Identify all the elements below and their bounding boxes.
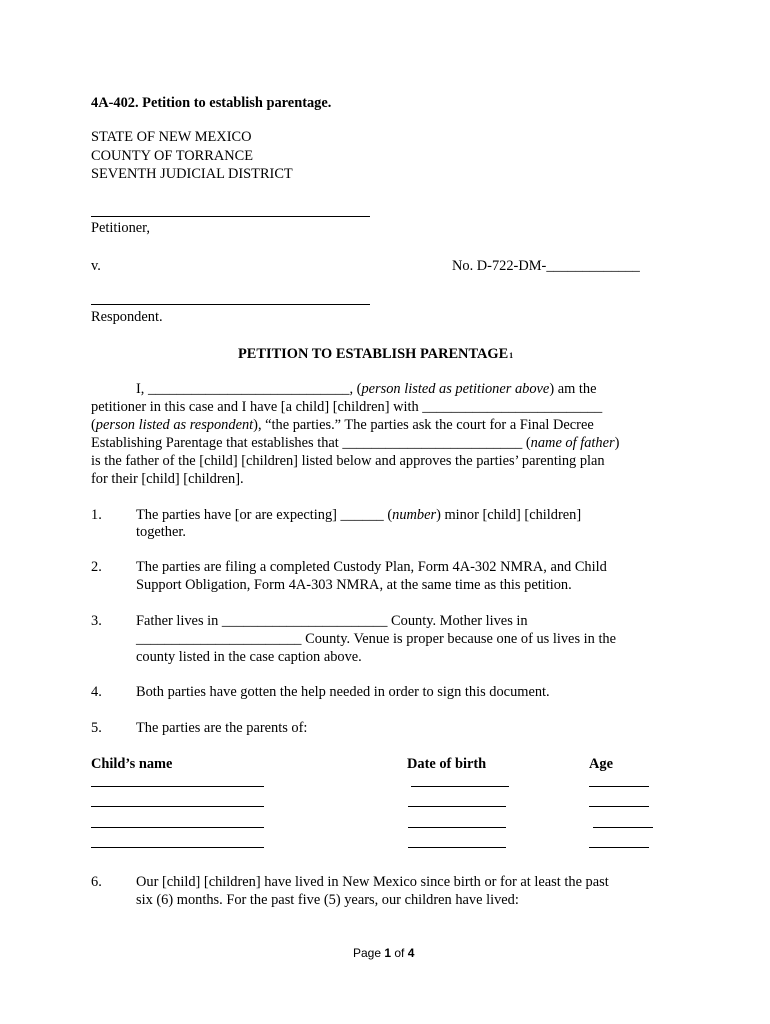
item-text: The parties have [or are expecting] ______ ( [136, 507, 393, 523]
item-5-line-1: The parties are the parents of: [136, 720, 308, 736]
item-2-line-2: Support Obligation, Form 4A-303 NMRA, at the same time as this petition. [136, 577, 572, 593]
child-name-blank [91, 786, 264, 787]
child-name-blank [91, 827, 264, 828]
item-italic: number [392, 507, 437, 523]
form-title: 4A-402. Petition to establish parentage. [91, 95, 332, 111]
item-2-number: 2. [91, 559, 102, 575]
child-dob-blank [408, 847, 506, 848]
item-text: ) minor [child] [children] [436, 507, 582, 523]
page-total: 4 [407, 946, 415, 960]
page-prefix: Page [353, 946, 385, 960]
item-4-line-1: Both parties have gotten the help needed in order to sign this document. [136, 684, 550, 700]
intro-line-6: for their [child] [children]. [91, 471, 244, 487]
intro-text: ) [614, 435, 620, 451]
item-3-number: 3. [91, 613, 102, 629]
intro-italic: name of father [530, 435, 615, 451]
col-header-child-name: Child’s name [91, 756, 173, 772]
item-3-line-1: Father lives in _______________________ County. Mother lives in [136, 613, 528, 629]
col-header-age: Age [589, 756, 613, 772]
versus-label: v. [91, 258, 101, 274]
child-name-blank [91, 847, 264, 848]
intro-text: ), “the parties.” The parties ask the court for a Final Decree [253, 417, 594, 433]
respondent-name-line [91, 304, 370, 305]
caption-state: STATE OF NEW MEXICO [91, 129, 252, 145]
intro-text: I, ____________________________, ( [136, 381, 362, 397]
item-1-number: 1. [91, 507, 102, 523]
intro-line-4 [91, 434, 619, 452]
item-4-number: 4. [91, 684, 102, 700]
respondent-label: Respondent. [91, 309, 163, 325]
caption-county: COUNTY OF TORRANCE [91, 148, 254, 164]
child-age-blank [589, 847, 649, 848]
intro-line-2: petitioner in this case and I have [a child] [children] with _________________________ [91, 399, 603, 415]
item-3-line-2: _______________________ County. Venue is proper because one of us lives in the [136, 631, 617, 647]
item-2-line-1: The parties are filing a completed Custody Plan, Form 4A-302 NMRA, and Child [136, 559, 607, 575]
child-dob-blank [408, 806, 506, 807]
child-name-blank [91, 806, 264, 807]
item-3-line-3: county listed in the case caption above. [136, 649, 362, 665]
child-age-blank [589, 806, 649, 807]
intro-line-3 [91, 416, 594, 434]
item-5-number: 5. [91, 720, 102, 736]
page-footer [353, 944, 414, 962]
intro-text: Establishing Parentage that establishes that _________________________ ( [91, 435, 531, 451]
intro-text: ) am the [549, 381, 597, 397]
intro-line-5: is the father of the [child] [children] listed below and approves the parties’ parenting plan [91, 453, 605, 469]
caption-district: SEVENTH JUDICIAL DISTRICT [91, 166, 293, 182]
item-1-line-2: together. [136, 524, 186, 540]
item-6-line-2: six (6) months. For the past five (5) years, our children have lived: [136, 892, 519, 908]
col-header-date-of-birth: Date of birth [407, 756, 487, 772]
child-age-blank [589, 786, 649, 787]
heading-title: PETITION TO ESTABLISH PARENTAGE [238, 346, 509, 362]
case-number-label: No. D-722-DM- [452, 258, 547, 274]
page-of: of [391, 946, 408, 960]
item-1-line-1 [136, 506, 581, 524]
intro-italic: person listed as respondent [95, 417, 254, 433]
item-6-line-1: Our [child] [children] have lived in New Mexico since birth or for at least the past [136, 874, 609, 890]
case-number-blank: _____________ [546, 258, 640, 274]
petition-heading [238, 345, 513, 365]
child-age-blank [593, 827, 653, 828]
case-number [452, 257, 640, 275]
page-current: 1 [384, 946, 392, 960]
item-6-number: 6. [91, 874, 102, 890]
footnote-marker: 1 [509, 351, 514, 360]
petitioner-label: Petitioner, [91, 220, 150, 236]
intro-italic: person listed as petitioner above [361, 381, 550, 397]
petitioner-name-line [91, 216, 370, 217]
intro-line-1 [136, 380, 596, 398]
child-dob-blank [408, 827, 506, 828]
child-dob-blank [411, 786, 509, 787]
intro-text: ( [91, 417, 96, 433]
